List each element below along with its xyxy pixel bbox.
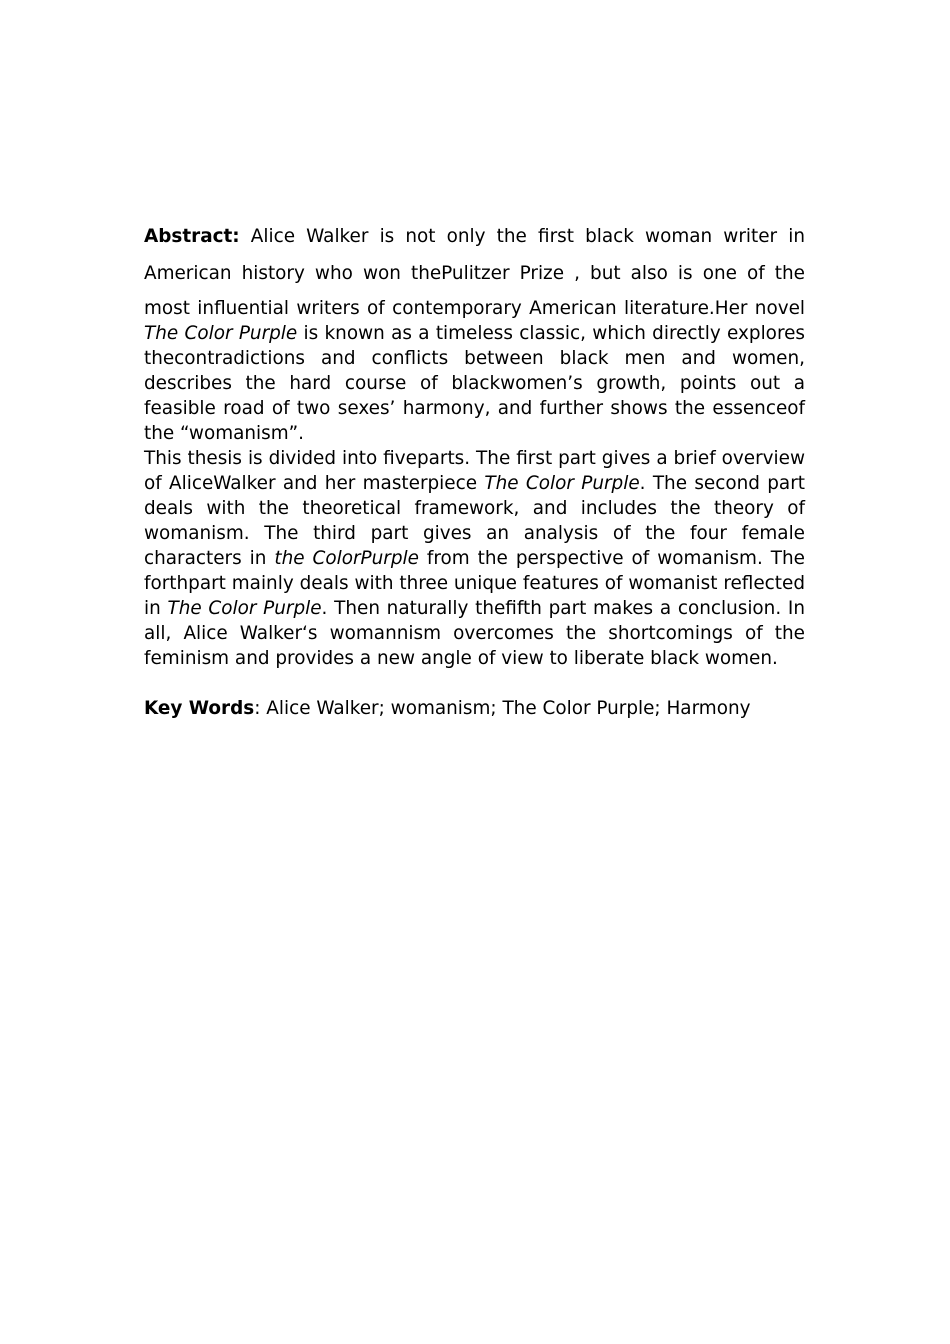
abstract-paragraph-1: [144, 296, 805, 446]
keywords-label: Key Words: [144, 698, 255, 719]
book-title: The Color Purple: [167, 598, 322, 619]
abstract-p1-text-b: is known as a timeless classic, which directly explores thecontradictions and conflicts between black men and women, describes the hard course of blackwomen’s growth, points out a feasible road of two sexes’ harmony, and further shows the essenceof the “womanism”.: [144, 323, 805, 444]
abstract-section: [144, 222, 805, 721]
abstract-p2-text-a: This thesis is divided into fiveparts. The first part gives a brief overview of AliceWalker and her masterpiece: [144, 448, 805, 494]
abstract-line-1: Alice Walker is not only the first black woman writer in: [239, 226, 805, 247]
abstract-first-line: [144, 222, 805, 259]
book-title: the ColorPurple: [274, 548, 419, 569]
keywords-line: [144, 696, 805, 721]
abstract-line-2: American history who won thePulitzer Prize , but also is one of the: [144, 263, 805, 284]
book-title: The Color Purple: [144, 323, 298, 344]
book-title: The Color Purple: [484, 473, 640, 494]
keywords-text: : Alice Walker; womanism; The Color Purple; Harmony: [254, 698, 751, 719]
abstract-p2-text-d: . Then naturally thefifth part makes a conclusion. In all, Alice Walker‘s womannism overcomes the shortcomings of the feminism and provides a new angle of view to liberate black women.: [144, 598, 805, 669]
abstract-p1-text-a: most influential writers of contemporary American literature.Her novel: [144, 298, 805, 319]
abstract-paragraph-2: [144, 446, 805, 671]
abstract-label: Abstract:: [144, 226, 240, 247]
abstract-p2-text-c: from the perspective of womanism. The forthpart mainly deals with three unique features of womanist reflected in: [144, 548, 805, 619]
abstract-p2-text-b: . The second part deals with the theoretical framework, and includes the theory of womanism. The third part gives an analysis of the four female characters in: [144, 473, 805, 569]
